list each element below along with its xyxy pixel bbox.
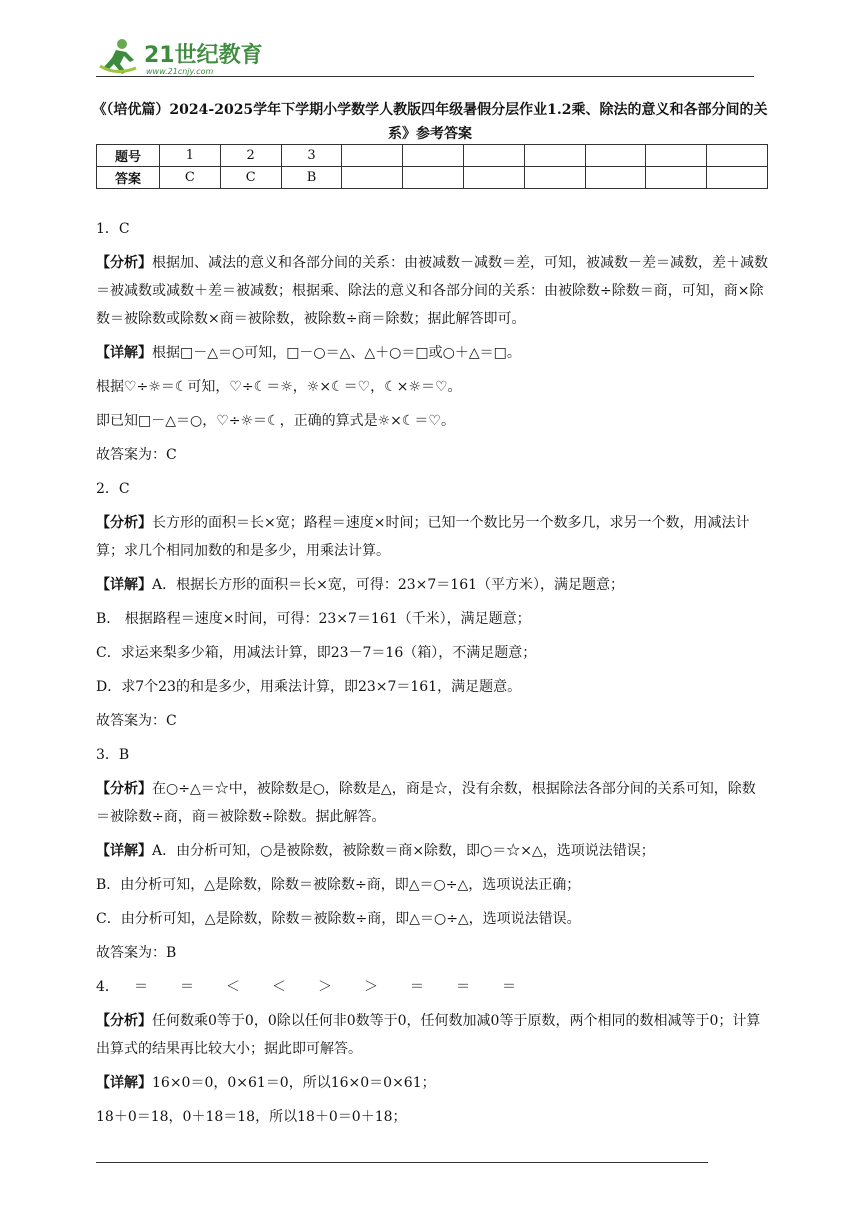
logo-text: 21世纪教育 (144, 43, 263, 68)
item-heading: 3．B (96, 747, 130, 763)
table-cell (342, 145, 403, 167)
detail-line: 18＋0＝18，0＋18＝18，所以18＋0＝0＋18； (96, 1109, 407, 1125)
item-detail (96, 568, 768, 602)
table-cell: C (160, 167, 221, 189)
item-number: 4． (96, 979, 119, 995)
analysis-tag: 【分析】 (96, 1013, 152, 1029)
detail-text: 根据□－△＝○可知，□－○＝△、△＋○＝□或○＋△＝□。 (152, 345, 521, 361)
item-detail (96, 1066, 768, 1100)
detail-line: B．由分析可知，△是除数，除数＝被除数÷商，即△＝○÷△，选项说法正确； (96, 877, 581, 893)
table-cell (524, 145, 585, 167)
comparison-symbol: ＝ (410, 979, 424, 995)
comparison-symbol: ＞ (318, 979, 332, 995)
comparison-symbol: ＝ (502, 979, 516, 995)
table-cell (463, 145, 524, 167)
item-detail (96, 336, 768, 370)
analysis-text: 根据加、减法的意义和各部分间的关系：由被减数－减数＝差，可知，被减数－差＝减数，差＋减数＝被减数或减数＋差＝被减数；根据乘、除法的意义和各部分间的关系：由被除数÷除数＝商，可知，商×除数＝被除数或除数×商＝被除数，被除数÷商＝除数；据此解答即可。 (96, 255, 768, 327)
detail-tag: 【详解】 (96, 1075, 152, 1091)
item-analysis (96, 1007, 768, 1063)
table-cell (403, 145, 464, 167)
table-cell: 3 (281, 145, 342, 167)
comparison-symbol: ＝ (456, 979, 470, 995)
item-detail (96, 834, 768, 868)
table-cell (707, 167, 768, 189)
item-heading: 2．C (96, 481, 130, 497)
analysis-text: 在○÷△＝☆中，被除数是○，除数是△，商是☆，没有余数，根据除法各部分间的关系可知，除数＝被除数÷商，商＝被除数÷除数。据此解答。 (96, 781, 756, 825)
table-cell: C (220, 167, 281, 189)
table-row-answers (97, 167, 768, 189)
logo (96, 36, 266, 78)
table-header-answer: 答案 (97, 167, 160, 189)
table-cell (707, 145, 768, 167)
detail-tag: 【详解】 (96, 345, 152, 361)
detail-text: 16×0＝0，0×61＝0，所以16×0＝0×61； (152, 1075, 436, 1091)
item-conclusion: 故答案为：B (96, 945, 177, 961)
table-cell: 1 (160, 145, 221, 167)
item-heading-comparisons (96, 970, 768, 1004)
logo-url: www.21cnjy.com (146, 67, 214, 76)
table-cell (585, 145, 646, 167)
detail-line: 即已知□－△＝○，♡÷☼＝☾，正确的算式是☼×☾＝♡。 (96, 413, 455, 429)
analysis-tag: 【分析】 (96, 781, 152, 797)
detail-line: C．由分析可知，△是除数，除数＝被除数÷商，即△＝○÷△，选项说法错误。 (96, 911, 581, 927)
item-analysis (96, 775, 768, 831)
detail-line: D．求7个23的和是多少，用乘法计算，即23×7＝161，满足题意。 (96, 679, 522, 695)
comparison-symbol: ＜ (226, 979, 240, 995)
table-cell (585, 167, 646, 189)
answer-table (96, 144, 768, 189)
table-cell (646, 145, 707, 167)
detail-line: 根据♡÷☼＝☾可知，♡÷☾＝☼，☼×☾＝♡，☾×☼＝♡。 (96, 379, 462, 395)
detail-tag: 【详解】 (96, 843, 152, 859)
item-analysis (96, 249, 768, 333)
answer-content (96, 212, 768, 1134)
item-heading: 1．C (96, 221, 130, 237)
logo-runner-icon (96, 36, 266, 78)
item-analysis (96, 509, 768, 565)
table-cell (463, 167, 524, 189)
detail-tag: 【详解】 (96, 577, 152, 593)
detail-text: A．由分析可知，○是被除数，被除数＝商×除数，即○＝☆×△，选项说法错误； (152, 843, 655, 859)
item-conclusion: 故答案为：C (96, 447, 177, 463)
analysis-tag: 【分析】 (96, 515, 152, 531)
document-title: 《（培优篇）2024-2025学年下学期小学数学人教版四年级暑假分层作业1.2乘、除法的意义和各部分间的关系》参考答案 (92, 102, 768, 142)
table-cell (403, 167, 464, 189)
table-cell: 2 (220, 145, 281, 167)
table-cell (524, 167, 585, 189)
detail-text: A．根据长方形的面积＝长×宽，可得：23×7＝161（平方米），满足题意； (152, 577, 625, 593)
table-cell (342, 167, 403, 189)
analysis-tag: 【分析】 (96, 255, 152, 271)
analysis-text: 任何数乘0等于0，0除以任何非0数等于0，任何数加减0等于原数，两个相同的数相减等于0；计算出算式的结果再比较大小；据此即可解答。 (96, 1013, 761, 1057)
detail-line: C．求运来梨多少箱，用减法计算，即23－7＝16（箱），不满足题意； (96, 645, 537, 661)
table-row-numbers (97, 145, 768, 167)
comparison-symbol: ＞ (364, 979, 378, 995)
comparison-symbol: ＝ (134, 979, 148, 995)
comparison-symbol: ＜ (272, 979, 286, 995)
analysis-text: 长方形的面积＝长×宽；路程＝速度×时间；已知一个数比另一个数多几，求另一个数，用减法计算；求几个相同加数的和是多少，用乘法计算。 (96, 515, 750, 559)
detail-line: B． 根据路程＝速度×时间，可得：23×7＝161（千米），满足题意； (96, 611, 531, 627)
table-cell (646, 167, 707, 189)
comparison-symbol: ＝ (180, 979, 194, 995)
footer-rule (96, 1162, 708, 1163)
item-conclusion: 故答案为：C (96, 713, 177, 729)
table-cell: B (281, 167, 342, 189)
table-header-number: 题号 (97, 145, 160, 167)
header-rule (96, 76, 754, 77)
